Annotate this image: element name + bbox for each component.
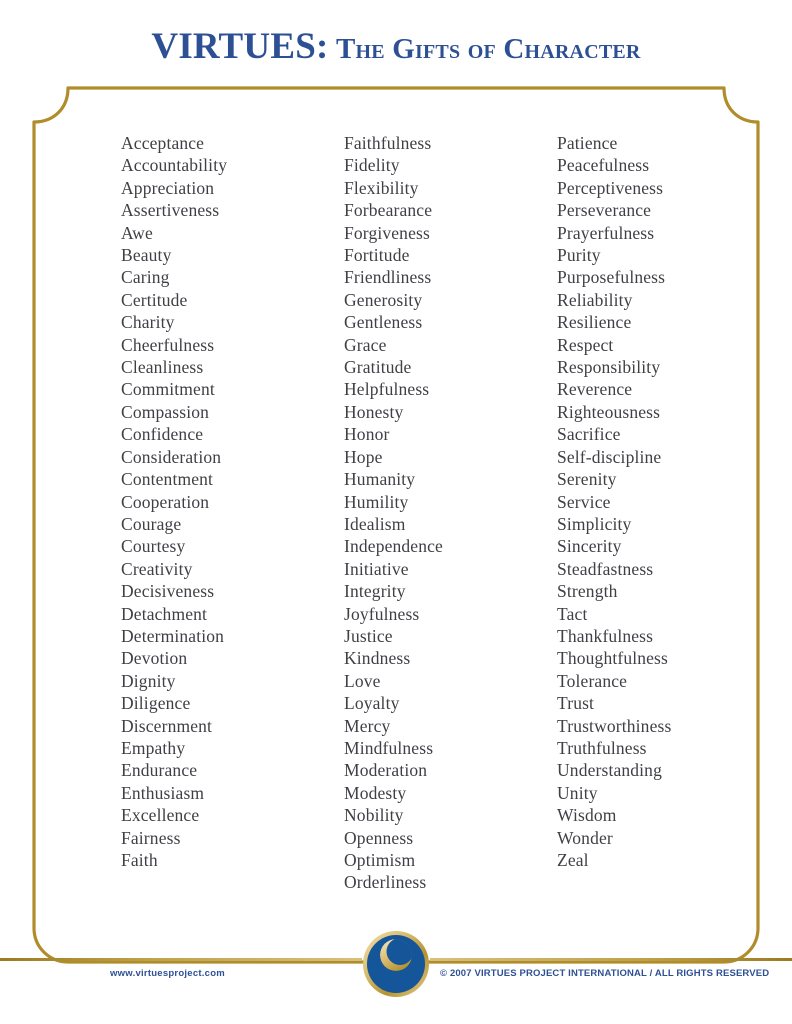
virtue-item: Flexibility [344, 177, 419, 198]
virtue-item: Enthusiasm [121, 782, 205, 803]
virtue-item: Fortitude [344, 245, 410, 266]
virtue-item: Cooperation [121, 491, 210, 512]
virtue-item: Simplicity [557, 513, 632, 534]
virtue-item: Orderliness [344, 872, 427, 893]
virtue-item: Fidelity [344, 155, 400, 176]
virtue-item: Excellence [121, 805, 200, 826]
virtue-item: Compassion [121, 401, 210, 422]
virtue-item: Self-discipline [557, 446, 662, 467]
virtue-item: Determination [121, 625, 225, 646]
virtue-item: Nobility [344, 805, 404, 826]
virtues-project-crescent-logo [360, 928, 432, 1000]
virtue-item: Faithfulness [344, 133, 432, 153]
virtue-item: Devotion [121, 648, 188, 669]
virtue-item: Love [344, 670, 381, 691]
virtue-item: Wisdom [557, 805, 617, 826]
virtue-item: Discernment [121, 715, 213, 736]
virtue-item: Empathy [121, 737, 186, 758]
virtue-item: Zeal [557, 850, 589, 870]
virtue-item: Humility [344, 491, 409, 512]
virtue-item: Independence [344, 536, 443, 557]
virtue-item: Consideration [121, 446, 222, 467]
virtue-item: Modesty [344, 782, 407, 803]
virtue-item: Accountability [121, 155, 228, 176]
virtue-item: Tolerance [557, 670, 628, 691]
virtue-item: Tact [557, 603, 588, 624]
virtue-item: Loyalty [344, 693, 400, 714]
virtue-item: Sacrifice [557, 424, 621, 445]
virtue-item: Initiative [344, 558, 409, 579]
virtue-item: Purity [557, 245, 601, 266]
virtue-item: Friendliness [344, 267, 432, 288]
virtue-item: Service [557, 491, 611, 512]
virtue-item: Respect [557, 334, 614, 355]
virtue-item: Openness [344, 827, 414, 848]
virtue-item: Righteousness [557, 401, 661, 422]
virtues-column-2 [344, 132, 443, 894]
virtue-item: Mercy [344, 715, 391, 736]
page-footer [0, 940, 792, 1000]
virtue-item: Trustworthiness [557, 715, 672, 736]
virtue-item: Caring [121, 267, 170, 288]
virtue-item: Prayerfulness [557, 222, 655, 243]
virtue-item: Thoughtfulness [557, 648, 668, 669]
virtue-item: Courtesy [121, 536, 186, 557]
virtue-item: Fairness [121, 827, 181, 848]
virtue-item: Gentleness [344, 312, 423, 333]
virtue-item: Idealism [344, 513, 406, 534]
virtue-item: Detachment [121, 603, 208, 624]
virtue-item: Contentment [121, 469, 214, 490]
footer-rule-right [430, 958, 792, 961]
virtue-item: Steadfastness [557, 558, 654, 579]
virtue-item: Dignity [121, 670, 176, 691]
virtue-item: Confidence [121, 424, 204, 445]
virtue-item: Sincerity [557, 536, 622, 557]
virtue-item: Reliability [557, 289, 633, 310]
virtue-item: Gratitude [344, 357, 412, 378]
virtue-item: Wonder [557, 827, 613, 848]
virtue-item: Commitment [121, 379, 215, 400]
virtue-item: Joyfulness [344, 603, 420, 624]
virtue-item: Optimism [344, 850, 416, 870]
virtue-item: Kindness [344, 648, 411, 669]
virtue-item: Moderation [344, 760, 428, 781]
virtue-item: Acceptance [121, 133, 205, 153]
page-title-main: VIRTUES: [151, 26, 329, 67]
footer-copyright-notice: © 2007 VIRTUES PROJECT INTERNATIONAL / ALL RIGHTS RESERVED [440, 968, 770, 979]
virtue-item: Creativity [121, 558, 193, 579]
virtue-item: Forbearance [344, 200, 433, 221]
virtue-item: Hope [344, 446, 383, 467]
virtue-item: Purposefulness [557, 267, 666, 288]
virtue-item: Decisiveness [121, 581, 215, 602]
virtue-item: Resilience [557, 312, 632, 333]
virtue-item: Helpfulness [344, 379, 430, 400]
virtue-item: Cleanliness [121, 357, 204, 378]
virtue-item: Assertiveness [121, 200, 220, 221]
virtue-item: Reverence [557, 379, 633, 400]
virtue-item: Truthfulness [557, 737, 647, 758]
virtue-item: Honor [344, 424, 390, 445]
virtue-item: Strength [557, 581, 618, 602]
virtue-item: Certitude [121, 289, 188, 310]
virtue-item: Cheerfulness [121, 334, 215, 355]
virtues-column-1 [121, 132, 227, 871]
virtue-item: Diligence [121, 693, 191, 714]
virtue-item: Justice [344, 625, 393, 646]
virtue-item: Unity [557, 782, 598, 803]
virtue-item: Courage [121, 513, 182, 534]
virtue-item: Perceptiveness [557, 177, 664, 198]
virtue-item: Understanding [557, 760, 662, 781]
virtue-item: Honesty [344, 401, 404, 422]
footer-rule-left [0, 958, 362, 961]
page-title-subtitle: The Gifts of Character [335, 33, 641, 65]
virtue-item: Endurance [121, 760, 198, 781]
virtue-item: Awe [121, 222, 153, 243]
virtue-item: Faith [121, 850, 158, 870]
virtue-item: Patience [557, 133, 618, 153]
virtues-list-container [0, 132, 792, 902]
virtue-item: Thankfulness [557, 625, 654, 646]
virtue-item: Generosity [344, 289, 423, 310]
virtue-item: Grace [344, 334, 387, 355]
virtue-item: Serenity [557, 469, 617, 490]
virtue-item: Responsibility [557, 357, 661, 378]
page-title [0, 26, 792, 69]
virtue-item: Humanity [344, 469, 416, 490]
footer-website-link[interactable]: www.virtuesproject.com [110, 968, 225, 979]
virtue-item: Beauty [121, 245, 172, 266]
virtue-item: Forgiveness [344, 222, 430, 243]
virtue-item: Peacefulness [557, 155, 650, 176]
virtue-item: Appreciation [121, 177, 215, 198]
virtue-item: Charity [121, 312, 175, 333]
virtue-item: Trust [557, 693, 595, 714]
virtue-item: Mindfulness [344, 737, 434, 758]
virtues-column-3 [557, 132, 671, 871]
virtue-item: Perseverance [557, 200, 652, 221]
virtue-item: Integrity [344, 581, 406, 602]
